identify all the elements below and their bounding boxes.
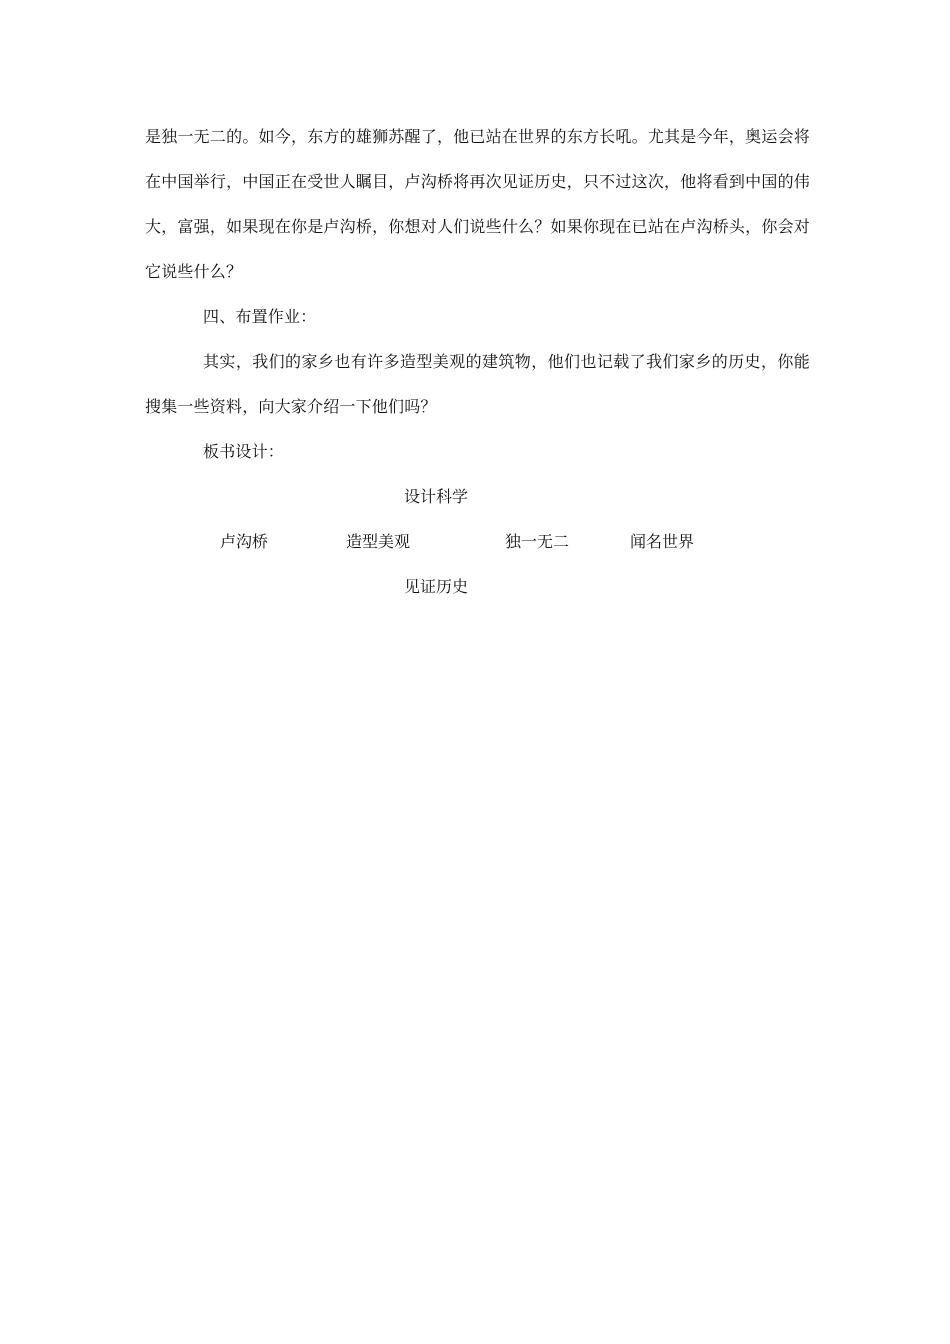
- board-center-term: 卢沟桥: [220, 532, 269, 551]
- board-item-1: 造型美观: [346, 532, 411, 551]
- board-bottom-term: 见证历史: [404, 577, 469, 596]
- board-top-term: 设计科学: [404, 487, 469, 506]
- section-heading-assignment: 四、布置作业：: [203, 307, 317, 326]
- paragraph-line-1: 是独一无二的。如今，东方的雄狮苏醒了，他已站在世界的东方长吼。尤其是今年，奥运会将: [145, 127, 810, 146]
- board-item-2: 独一无二: [505, 532, 570, 551]
- paragraph-line-4: 它说些什么？: [145, 262, 243, 281]
- paragraph-line-2: 在中国举行，中国正在受世人瞩目，卢沟桥将再次见证历史，只不过这次，他将看到中国的伟: [145, 172, 810, 191]
- paragraph-line-3: 大，富强，如果现在你是卢沟桥，你想对人们说些什么？如果你现在已站在卢沟桥头，你会对: [145, 217, 810, 236]
- board-item-3: 闻名世界: [630, 532, 695, 551]
- assignment-line-1: 其实，我们的家乡也有许多造型美观的建筑物，他们也记载了我们家乡的历史，你能: [203, 352, 810, 371]
- board-design-heading: 板书设计：: [203, 442, 285, 461]
- assignment-line-2: 搜集一些资料，向大家介绍一下他们吗？: [145, 397, 437, 416]
